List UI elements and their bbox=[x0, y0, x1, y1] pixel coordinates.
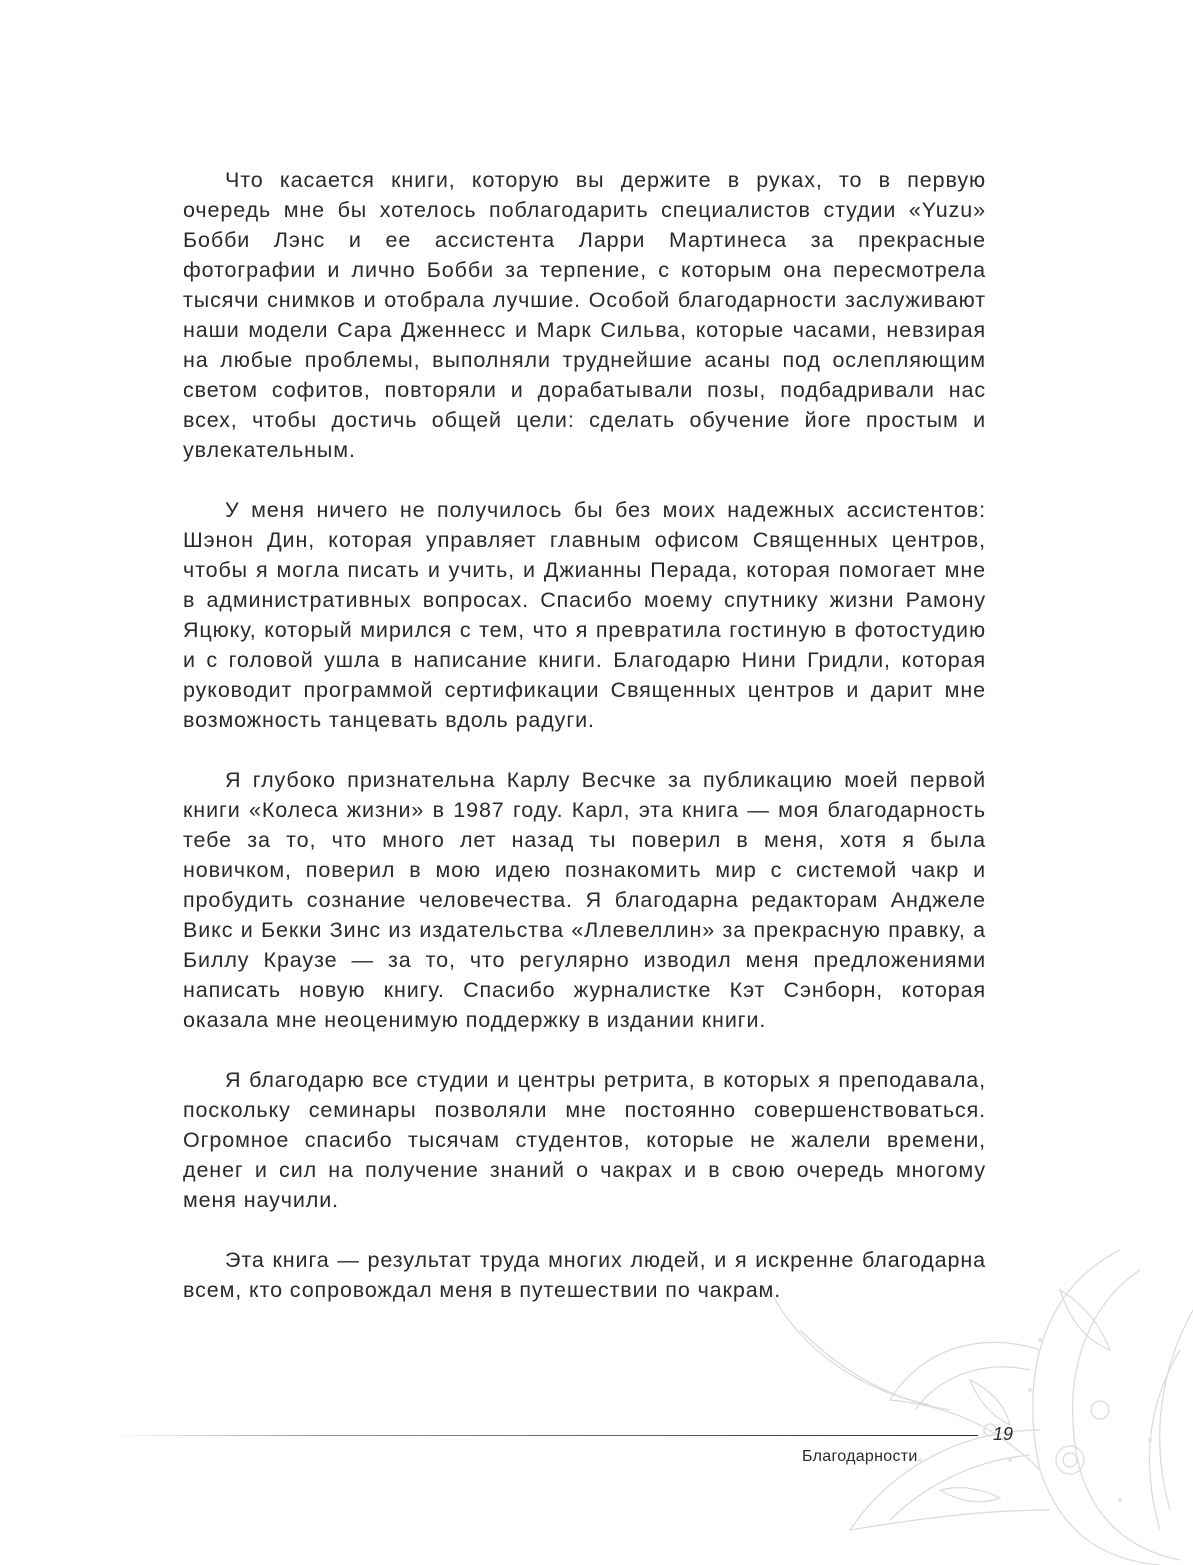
paragraph: Я глубоко признательна Карлу Весчке за публикацию моей первой книги «Колеса жизни» в 1987 году. Карл, эта книга — моя благодарность тебе за то, что много лет назад ты поверил в меня, хотя я была новичком, поверил в мою идею познакомить мир с системой чакр и пробудить сознание человечества. Я благодарна редакторам Анджеле Викс и Бекки Зинс из издательства «Ллевеллин» за прекрасную правку, а Биллу Краузе — за то, что регулярно изводил меня предложениями написать новую книгу. Спасибо журналистке Кэт Сэнборн, которая оказала мне неоценимую поддержку в издании книги. bbox=[183, 768, 986, 1032]
running-title: Благодарности bbox=[802, 1448, 918, 1465]
footer-divider bbox=[110, 1435, 978, 1436]
paragraph: Что касается книги, которую вы держите в руках, то в первую очередь мне бы хотелось поблагодарить специалистов студии «Yuzu» Бобби Лэнс и ее ассистента Ларри Мартинеса за прекрасные фотографии и лично Бобби за терпение, с которым она пересмотрела тысячи снимков и отобрала лучшие. Особой благодарности заслуживают наши модели Сара Дженнесс и Марк Сильва, которые часами, невзирая на любые проблемы, выполняли труднейшие асаны под ослепляющим светом софитов, повторяли и дорабатывали позы, подбадривали нас всех, чтобы достичь общей цели: сделать обучение йоге простым и увлекательным. bbox=[183, 168, 986, 462]
paragraph: Эта книга — результат труда многих людей, и я искренне благодарна всем, кто сопровождал меня в путешествии по чакрам. bbox=[183, 1248, 986, 1302]
page-number: 19 bbox=[993, 1424, 1014, 1444]
body-text bbox=[183, 165, 986, 1335]
paragraph: У меня ничего не получилось бы без моих надежных ассистентов: Шэнон Дин, которая управляет главным офисом Священных центров, чтобы я могла писать и учить, и Джианны Перада, которая помогает мне в административных вопросах. Спасибо моему спутнику жизни Рамону Яцюку, который мирился с тем, что я превратила гостиную в фотостудию и с головой ушла в написание книги. Благодарю Нини Гридли, которая руководит программой сертификации Священных центров и дарит мне возможность танцевать вдоль радуги. bbox=[183, 498, 986, 732]
paragraph: Я благодарю все студии и центры ретрита, в которых я преподавала, поскольку семинары позволяли мне постоянно совершенствоваться. Огромное спасибо тысячам студентов, которые не жалели времени, денег и сил на получение знаний о чакрах и в свою очередь многому меня научили. bbox=[183, 1068, 986, 1212]
